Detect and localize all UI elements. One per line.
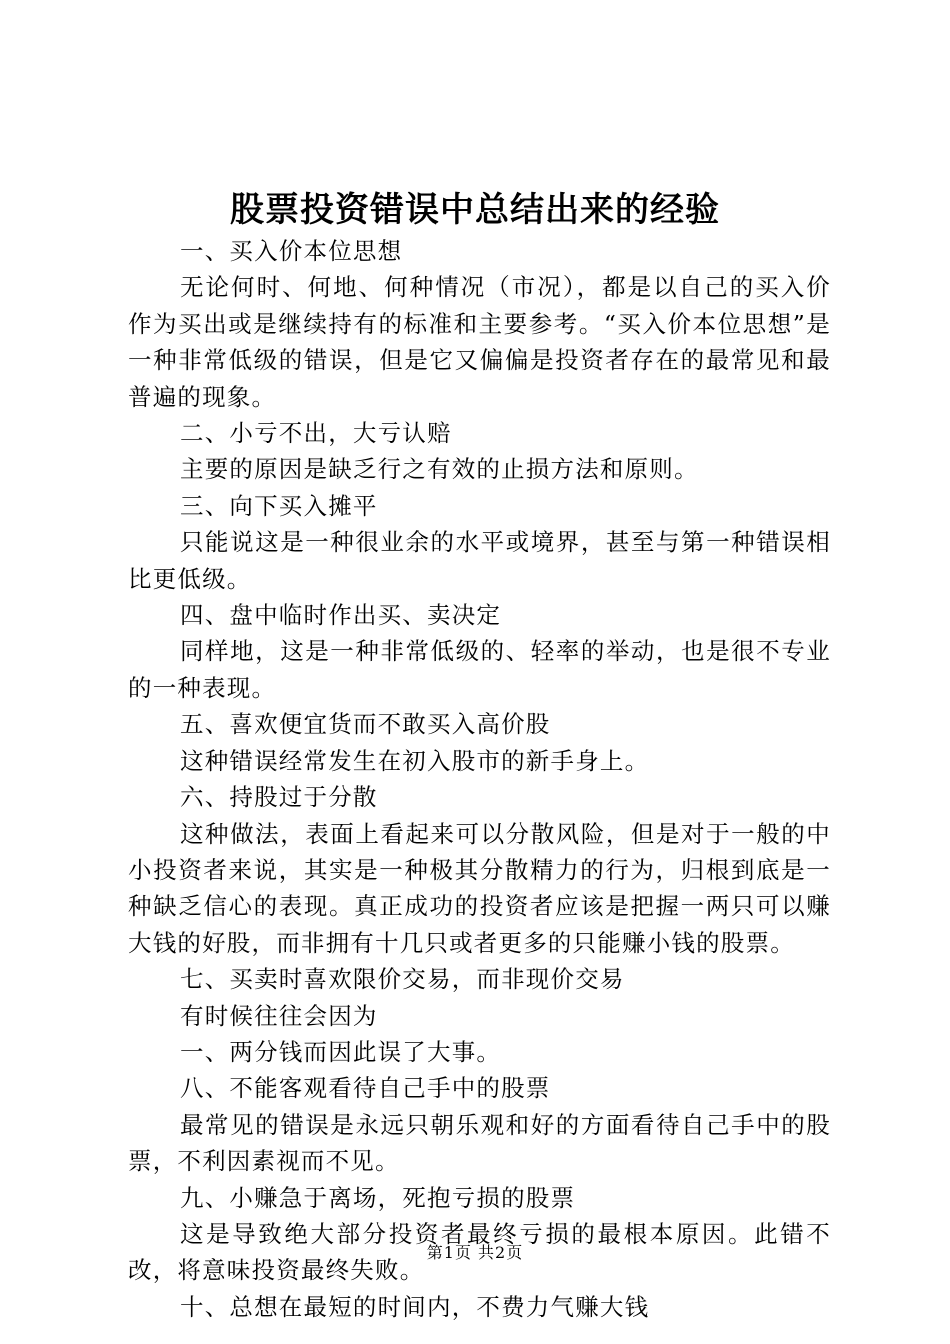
- section-heading: 九、小赚急于离场，死抱亏损的股票: [180, 1183, 576, 1212]
- body-paragraph: 这种做法，表面上看起来可以分散风险，但是对于一般的中小投资者来说，其实是一种极其分散精力的行为，归根到底是一种缺乏信心的表现。真正成功的投资者应该是把握一两只可以赚大钱的好股，而非拥有十几只或者更多的只能赚小钱的股票。: [128, 819, 831, 957]
- body-paragraph: 无论何时、何地、何种情况（市况），都是以自己的买入价作为买出或是继续持有的标准和主要参考。“买入价本位思想”是一种非常低级的错误，但是它又偏偏是投资者存在的最常见和最普遍的现象。: [128, 273, 831, 411]
- body-paragraph: 同样地，这是一种非常低级的、轻率的举动，也是很不专业的一种表现。: [128, 637, 831, 702]
- body-paragraph: 一、两分钱而因此误了大事。: [180, 1037, 502, 1066]
- body-paragraph: 最常见的错误是永远只朝乐观和好的方面看待自己手中的股票，不利因素视而不见。: [128, 1110, 831, 1176]
- section-heading: 四、盘中临时作出买、卖决定: [180, 601, 502, 630]
- body-paragraph: 只能说这是一种很业余的水平或境界，甚至与第一种错误相比更低级。: [128, 528, 831, 593]
- section-heading: 七、买卖时喜欢限价交易，而非现价交易: [180, 965, 625, 994]
- section-heading: 二、小亏不出，大亏认赔: [180, 419, 452, 448]
- body-paragraph: 这种错误经常发生在初入股市的新手身上。: [180, 746, 650, 775]
- body-paragraph: 有时候往往会因为: [180, 1001, 378, 1030]
- body-paragraph: 这是导致绝大部分投资者最终亏损的最根本原因。此错不改，将意味投资最终失败。: [128, 1219, 831, 1285]
- document-title: 股票投资错误中总结出来的经验: [230, 190, 720, 230]
- body-paragraph: 主要的原因是缺乏行之有效的止损方法和原则。: [180, 455, 699, 484]
- section-heading: 八、不能客观看待自己手中的股票: [180, 1074, 551, 1103]
- document-body: [128, 233, 831, 1325]
- section-heading: 十、总想在最短的时间内，不费力气赚大钱: [180, 1292, 650, 1321]
- section-heading: 六、持股过于分散: [180, 783, 378, 812]
- section-heading: 五、喜欢便宜货而不敢买入高价股: [180, 710, 551, 739]
- section-heading: 三、向下买入摊平: [180, 491, 378, 520]
- page-footer: 第1页 共2页: [426, 1243, 524, 1262]
- section-heading: 一、买入价本位思想: [180, 237, 403, 265]
